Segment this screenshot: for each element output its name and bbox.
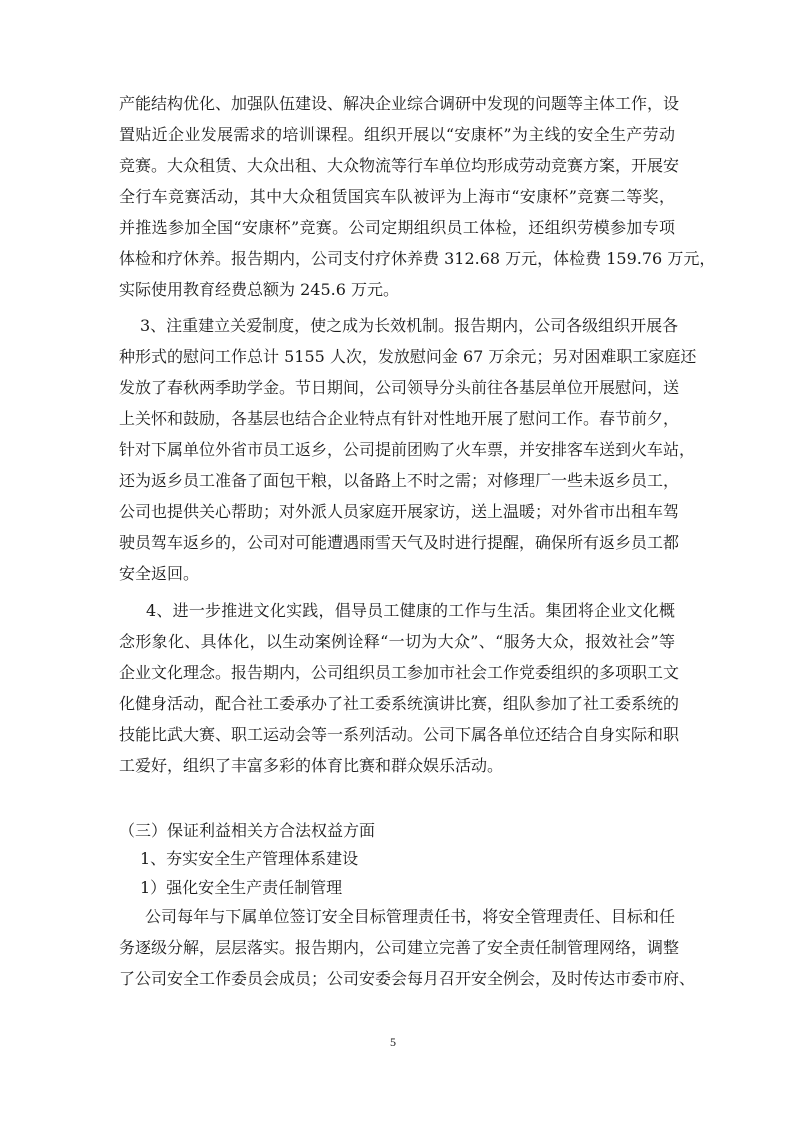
text-line: 念形象化、具体化，以生动案例诠释“一切为大众”、“服务大众，报效社会”等 [119,632,675,651]
text-line: 企业文化理念。报告期内，公司组织员工参加市社会工作党委组织的多项职工文 [119,663,680,682]
text-line: 4、进一步推进文化实践，倡导员工健康的工作与生活。集团将企业文化概 [146,601,675,620]
text-line: 驶员驾车返乡的，公司对可能遭遇雨雪天气及时进行提醒，确保所有返乡员工都 [119,533,680,552]
text-line: 工爱好，组织了丰富多彩的体育比赛和群众娱乐活动。 [119,756,504,775]
text-line: 针对下属单位外省市员工返乡，公司提前团购了火车票，并安排客车送到火车站， [119,440,696,459]
text-line: 并推选参加全国“安康杯”竞赛。公司定期组织员工体检，还组织劳模参加专项 [119,218,675,237]
text-line: 实际使用教育经费总额为 245.6 万元。 [119,280,399,299]
text-line: 务逐级分解，层层落实。报告期内，公司建立完善了安全责任制管理网络，调整 [119,938,680,957]
page-number: 5 [390,1035,396,1049]
text-line: 置贴近企业发展需求的培训课程。组织开展以“安康杯”为主线的安全生产劳动 [119,125,675,144]
item-heading: 1）强化安全生产责任制管理 [140,878,343,897]
section-heading: （三）保证利益相关方合法权益方面 [119,821,376,840]
text-line: 了公司安全工作委员会成员；公司安委会每月召开安全例会，及时传达市委市府、 [119,969,696,988]
text-line: 发放了春秋两季助学金。节日期间，公司领导分头前往各基层单位开展慰问，送 [119,378,680,397]
text-line: 上关怀和鼓励，各基层也结合企业特点有针对性地开展了慰问工作。春节前夕， [119,409,680,428]
text-line: 还为返乡员工准备了面包干粮，以备路上不时之需；对修理厂一些未返乡员工， [119,471,680,490]
text-line: 3、注重建立关爱制度，使之成为长效机制。报告期内，公司各级组织开展各 [140,316,679,335]
text-line: 安全返回。 [119,564,200,583]
text-line: 全行车竞赛活动，其中大众租赁国宾车队被评为上海市“安康杯”竞赛二等奖， [119,187,675,206]
text-line: 化健身活动，配合社工委承办了社工委系统演讲比赛，组队参加了社工委系统的 [119,694,680,713]
text-line: 种形式的慰问工作总计 5155 人次，发放慰问金 67 万余元；另对困难职工家庭还 [119,347,697,366]
text-line: 公司每年与下属单位签订安全目标管理责任书，将安全管理责任、目标和任 [145,907,675,926]
text-line: 技能比武大赛、职工运动会等一系列活动。公司下属各单位还结合自身实际和职 [119,725,680,744]
text-line: 产能结构优化、加强队伍建设、解决企业综合调研中发现的问题等主体工作，设 [119,94,680,113]
text-line: 体检和疗休养。报告期内，公司支付疗休养费 312.68 万元，体检费 159.76 万元， [119,249,716,268]
text-line: 公司也提供关心帮助；对外派人员家庭开展家访，送上温暖；对外省市出租车驾 [119,502,680,521]
text-line: 竞赛。大众租赁、大众出租、大众物流等行车单位均形成劳动竞赛方案，开展安 [119,156,680,175]
subsection-heading: 1、夯实安全生产管理体系建设 [140,849,359,868]
